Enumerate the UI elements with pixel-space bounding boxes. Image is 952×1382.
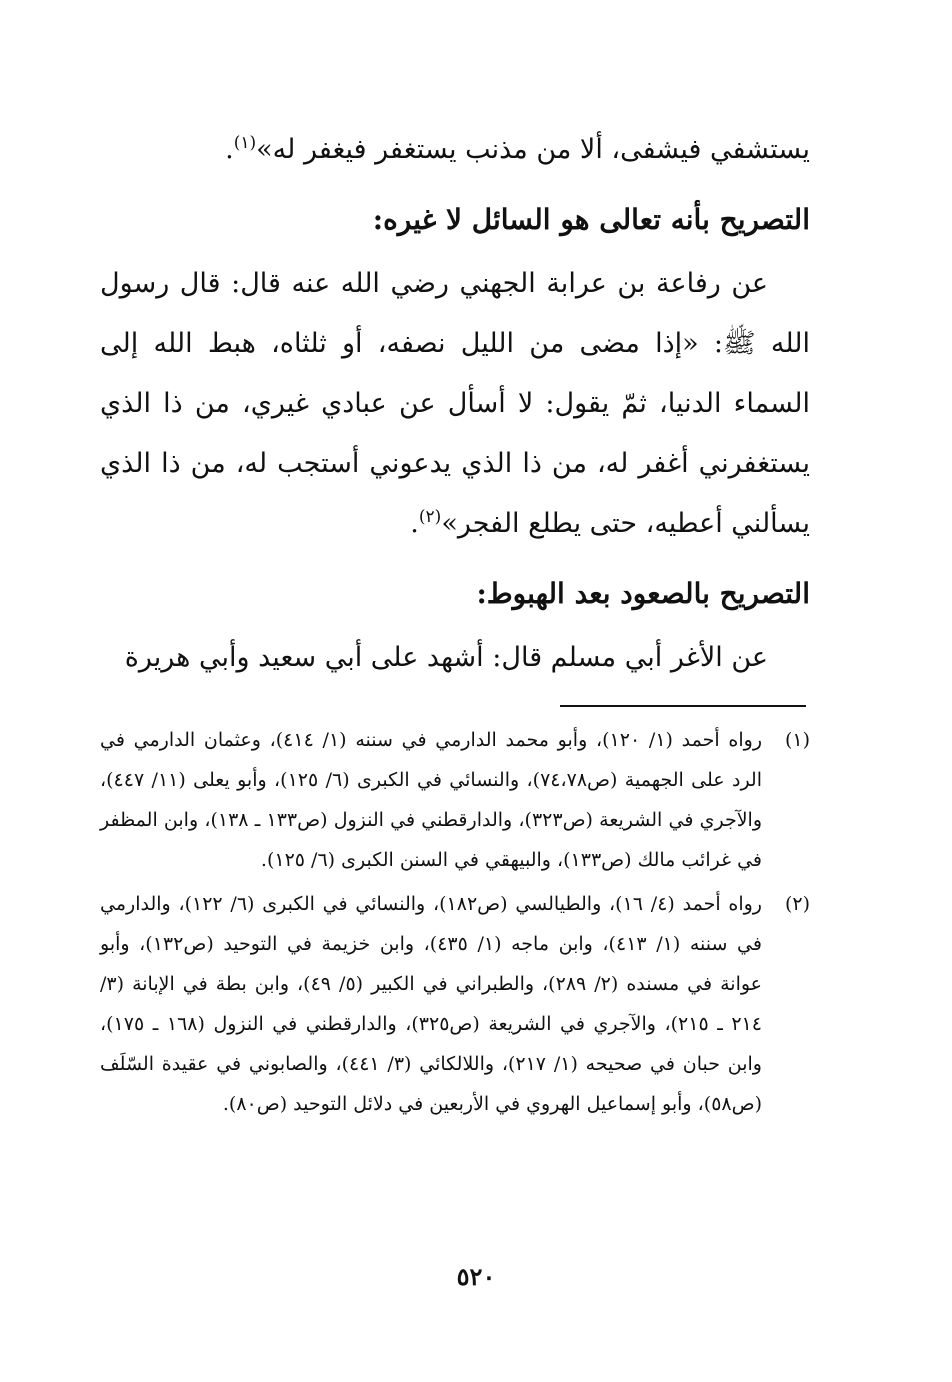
footnote-ref-1: (١) [233, 133, 257, 153]
footnote-text: رواه أحمد (١/ ١٢٠)، وأبو محمد الدارمي في سننه (١/ ٤١٤)، وعثمان الدارمي في الرد على الجهمية (ص٧٤،٧٨)، والنسائي في الكبرى (٦/ ١٢٥)، وأبو يعلى (١١/ ٤٤٧)، والآجري في الشريعة (ص٣٢٣)، والدارقطني في النزول (ص١٣٣ ـ ١٣٨)، وابن المظفر في غرائب مالك (ص١٣٣)، والبيهقي في السنن الكبرى (٦/ ١٢٥). [100, 729, 762, 871]
footnote-2 [100, 884, 810, 1124]
hadith-end-1: . [410, 508, 419, 539]
section-heading-2: التصريح بالصعود بعد الهبوط: [476, 577, 810, 610]
hadith-paragraph-1 [100, 254, 810, 554]
footnote-number: (١) [784, 729, 810, 751]
continuation-paragraph [100, 120, 810, 180]
footnote-text: رواه أحمد (٤/ ١٦)، والطيالسي (ص١٨٢)، والنسائي في الكبرى (٦/ ١٢٢)، والدارمي في سننه (١/ ٤١٣)، وابن ماجه (١/ ٤٣٥)، وابن خزيمة في التوحيد (ص١٣٢)، وأبو عوانة في مسنده (٢/ ٢٨٩)، والطبراني في الكبير (٥/ ٤٩)، وابن بطة في الإبانة (٣/ ٢١٤ ـ ٢١٥)، والآجري في الشريعة (ص٣٢٥)، والدارقطني في النزول (١٦٨ ـ ١٧٥)، وابن حبان في صحيحه (١/ ٢١٧)، واللالكائي (٣/ ٤٤١)، والصابوني في عقيدة السّلَف (ص٥٨)، وأبو إسماعيل الهروي في الأربعين في دلائل التوحيد (ص٨٠). [100, 893, 762, 1115]
footnotes [100, 720, 810, 1128]
continuation-text: يستشفي فيشفى، ألا من مذنب يستغفر فيغفر له» [256, 134, 810, 165]
continuation-end: . [225, 134, 234, 165]
hadith-text-1: عن رفاعة بن عرابة الجهني رضي الله عنه قال: قال رسول الله ﷺ: «إذا مضى من الليل نصفه، أو ثلثاه، هبط الله إلى السماء الدنيا، ثمّ يقول: لا أسأل عن عبادي غيري، من ذا الذي يستغفرني أغفر له، من ذا الذي يدعوني أستجب له، من ذا الذي يسألني أعطيه، حتى يطلع الفجر» [100, 268, 810, 539]
footnote-separator [560, 705, 806, 707]
page-number: ٥٢٠ [456, 1262, 496, 1291]
main-text [100, 120, 810, 688]
footnote-number: (٢) [784, 893, 810, 915]
footnote-1 [100, 720, 810, 880]
footnote-ref-2: (٢) [418, 507, 442, 527]
hadith-paragraph-2: عن الأغر أبي مسلم قال: أشهد على أبي سعيد وأبي هريرة [124, 642, 768, 673]
section-heading-1: التصريح بأنه تعالى هو السائل لا غيره: [372, 203, 810, 236]
